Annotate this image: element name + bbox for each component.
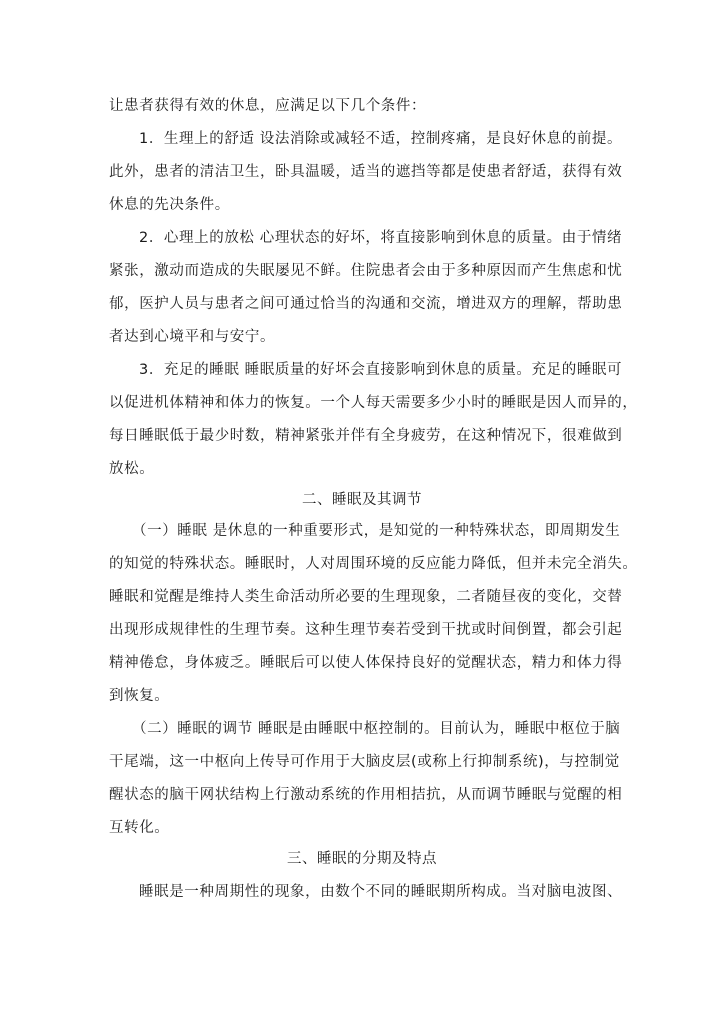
body-text-line: 休息的先决条件。 (109, 197, 230, 213)
body-text-line: 每日睡眠低于最少时数，精神紧张并伴有全身疲劳，在这种情况下，很难做到 (109, 428, 623, 444)
body-text-line: 出现形成规律性的生理节奏。这种生理节奏若受到干扰或时间倒置，都会引起 (109, 622, 623, 638)
body-text-line: 到恢复。 (109, 688, 170, 704)
body-text-line: 的知觉的特殊状态。睡眠时，人对周围环境的反应能力降低，但并未完全消失。 (109, 556, 638, 572)
list-item-relax: 2．心理上的放松 心理状态的好坏，将直接影响到休息的质量。由于情绪 (139, 230, 623, 246)
list-item-sleep: 3．充足的睡眠 睡眠质量的好坏会直接影响到休息的质量。充足的睡眠可 (139, 362, 623, 378)
body-text-line: 睡眠是一种周期性的现象，由数个不同的睡眠期所构成。当对脑电波图、 (139, 884, 623, 900)
body-text-line: 互转化。 (109, 820, 170, 836)
body-text-line: 干尾端，这一中枢向上传导可作用于大脑皮层(或称上行抑制系统)，与控制觉 (109, 754, 620, 770)
body-text-line: 精神倦怠，身体疲乏。睡眠后可以使人体保持良好的觉醒状态，精力和体力得 (109, 655, 623, 671)
subsection-regulation: （二）睡眠的调节 睡眠是由睡眠中枢控制的。目前认为，睡眠中枢位于脑 (132, 721, 621, 737)
subsection-sleep: （一）睡眠 是休息的一种重要形式，是知觉的一种特殊状态，即周期发生 (132, 523, 621, 539)
body-text-line: 紧张，激动而造成的失眠屡见不鲜。住院患者会由于多种原因而产生焦虑和忧 (109, 263, 623, 279)
body-text-line: 此外，患者的清洁卫生，卧具温暖，适当的遮挡等都是使患者舒适，获得有效 (109, 164, 623, 180)
body-text-line: 醒状态的脑干网状结构上行激动系统的作用相拮抗，从而调节睡眠与觉醒的相 (109, 787, 623, 803)
section-heading-3: 三、睡眠的分期及特点 (287, 851, 437, 867)
body-text-line: 让患者获得有效的休息，应满足以下几个条件： (109, 98, 427, 114)
list-item-comfort: 1．生理上的舒适 设法消除或减轻不适，控制疼痛，是良好休息的前提。 (139, 131, 623, 147)
body-text-line: 郁，医护人员与患者之间可通过恰当的沟通和交流，增进双方的理解，帮助患 (109, 296, 623, 312)
body-text-line: 放松。 (109, 461, 155, 477)
section-heading-2: 二、睡眠及其调节 (302, 492, 422, 508)
body-text-line: 者达到心境平和与安宁。 (109, 329, 276, 345)
body-text-line: 睡眠和觉醒是维持人类生命活动所必要的生理现象，二者随昼夜的变化，交替 (109, 589, 623, 605)
body-text-line: 以促进机体精神和体力的恢复。一个人每天需要多少小时的睡眠是因人而异的， (109, 395, 638, 411)
